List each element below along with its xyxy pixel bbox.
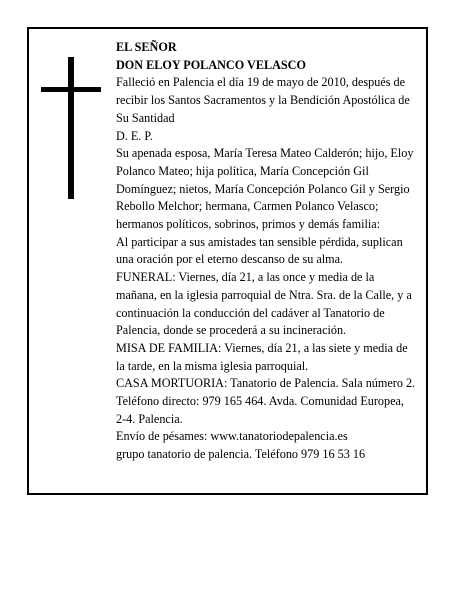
obituary-request: Al participar a sus amistades tan sensible pérdida, suplican una oración por el eterno descanso de su alma.	[116, 234, 403, 267]
obituary-home: CASA MORTUORIA: Tanatorio de Palencia. Sala número 2. Teléfono directo: 979 165 464. Avda. Comunidad Europea, 2-4. Palencia.	[116, 376, 416, 426]
obituary-title-line1: EL SEÑOR	[116, 40, 177, 54]
obituary-mass: MISA DE FAMILIA: Viernes, día 21, a las siete y media de la tarde, en la misma iglesia parroquial.	[116, 340, 408, 373]
obituary-dep: D. E. P.	[116, 128, 153, 143]
latin-cross-icon	[41, 57, 101, 199]
obituary-death-statement: Falleció en Palencia el día 19 de mayo de 2010, después de recibir los Santos Sacramentos y la Bendición Apostólica de Su Santidad	[116, 75, 410, 125]
obituary-text	[116, 39, 416, 464]
obituary-company: grupo tanatorio de palencia. Teléfono 979 16 53 16	[116, 447, 366, 462]
obituary-condolences: Envío de pésames: www.tanatoriodepalencia.es	[116, 429, 348, 444]
obituary-frame	[27, 27, 428, 495]
obituary-family: Su apenada esposa, María Teresa Mateo Calderón; hijo, Eloy Polanco Mateo; hija política, María Concepción Gil Domínguez; nietos, María Concepción Polanco Gil y Sergio Rebollo Melchor; hermana, Carmen Polanco Velasco; hermanos políticos, sobrinos, primos y demás familia:	[116, 146, 414, 232]
obituary-deceased-name: DON ELOY POLANCO VELASCO	[116, 57, 306, 72]
obituary-funeral: FUNERAL: Viernes, día 21, a las once y media de la mañana, en la iglesia parroquial de Ntra. Sra. de la Calle, y a continuación la conducción del cadáver al Tanatorio de Palencia, donde se procederá a su incineración.	[116, 270, 412, 338]
